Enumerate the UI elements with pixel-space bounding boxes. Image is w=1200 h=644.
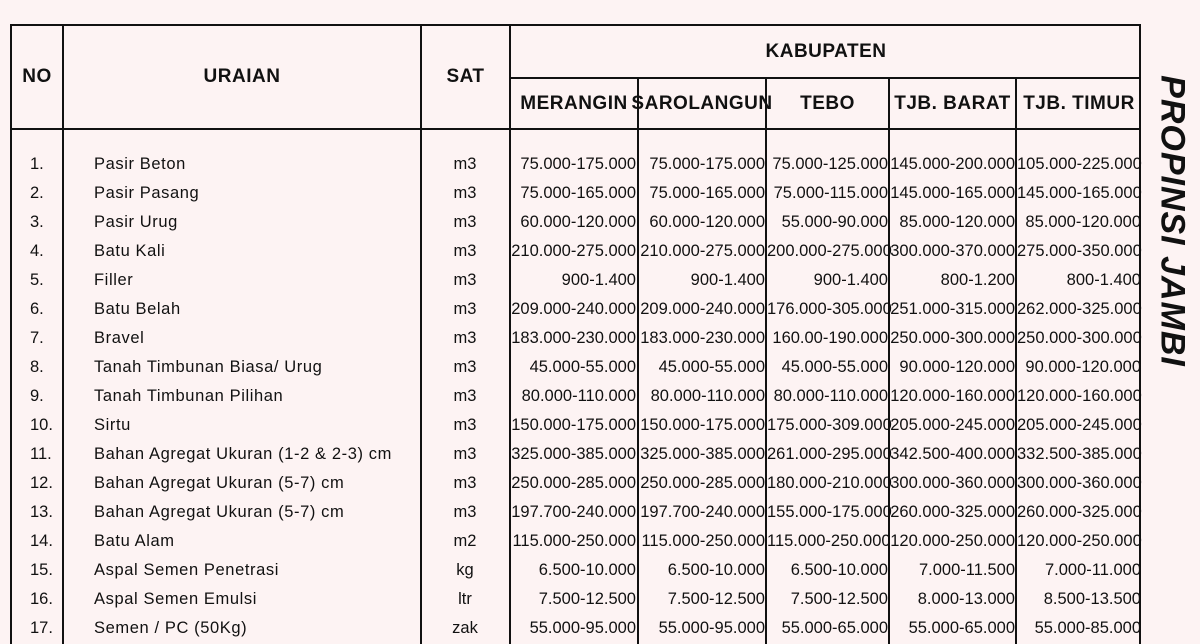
value-tjb-timur: 800-1.400 [1066,271,1141,289]
header-uraian: URAIAN [203,66,281,87]
value-sarolangun: 75.000-165.000 [649,184,765,202]
row-no: 6. [30,300,44,318]
value-merangin: 197.700-240.000 [511,503,636,521]
value-sarolangun: 6.500-10.000 [667,561,765,579]
row-uraian: Semen / PC (50Kg) [94,619,248,637]
value-tjb-barat: 250.000-300.000 [890,329,1015,347]
value-tebo: 160.00-190.000 [772,329,888,347]
value-sarolangun: 209.000-240.000 [640,300,765,318]
value-merangin: 250.000-285.000 [511,474,636,492]
table-row [12,527,1142,556]
value-sarolangun: 210.000-275.000 [640,242,765,260]
row-no: 1. [30,155,44,173]
row-sat: m3 [453,213,477,231]
table-row [12,440,1142,469]
row-uraian: Pasir Beton [94,155,186,173]
row-sat: m3 [453,155,477,173]
table-row [12,469,1142,498]
value-tjb-timur: 90.000-120.000 [1025,358,1141,376]
row-uraian: Batu Kali [94,242,166,260]
row-sat: zak [452,619,478,637]
row-uraian: Aspal Semen Penetrasi [94,561,280,579]
value-tjb-timur: 85.000-120.000 [1025,213,1141,231]
value-tebo: 75.000-115.000 [773,184,888,202]
value-tjb-barat: 205.000-245.000 [890,416,1015,434]
row-no: 10. [30,416,53,434]
table-row [12,150,1142,179]
value-merangin: 210.000-275.000 [511,242,636,260]
value-tebo: 75.000-125.000 [772,155,888,173]
value-tebo: 80.000-110.000 [773,387,888,405]
header-no: NO [22,66,52,87]
value-tjb-barat: 7.000-11.500 [918,561,1015,579]
value-tjb-barat: 120.000-250.000 [890,532,1015,550]
value-tjb-barat: 251.000-315.000 [890,300,1015,318]
row-no: 9. [30,387,44,405]
row-uraian: Sirtu [94,416,131,434]
table-row [12,585,1139,614]
value-sarolangun: 115.000-250.000 [641,532,765,550]
row-sat: m3 [453,416,477,434]
row-no: 16. [30,590,53,608]
value-tjb-barat: 800-1.200 [940,271,1015,289]
row-sat: m3 [453,445,477,463]
value-tjb-timur: 205.000-245.000 [1017,416,1142,434]
value-sarolangun: 80.000-110.000 [650,387,765,405]
value-sarolangun: 75.000-175.000 [649,155,765,173]
header-sarolangun: SAROLANGUN [631,92,773,114]
value-tebo: 176.000-305.000 [767,300,892,318]
value-sarolangun: 900-1.400 [690,271,765,289]
value-sarolangun: 183.000-230.000 [640,329,765,347]
row-no: 13. [30,503,53,521]
row-uraian: Pasir Urug [94,213,178,231]
header-merangin: MERANGIN [520,92,628,114]
row-sat: kg [456,561,474,579]
value-tjb-timur: 120.000-250.000 [1017,532,1142,550]
row-no: 7. [30,329,44,347]
value-tebo: 261.000-295.000 [767,445,892,463]
value-tjb-barat: 85.000-120.000 [899,213,1015,231]
table-row [12,353,1139,382]
value-tebo: 200.000-275.000 [767,242,892,260]
price-table [10,24,1141,644]
value-merangin: 325.000-385.000 [511,445,636,463]
row-uraian: Batu Belah [94,300,181,318]
value-sarolangun: 150.000-175.000 [640,416,765,434]
row-sat: m3 [453,329,477,347]
value-merangin: 75.000-175.000 [520,155,636,173]
row-no: 14. [30,532,53,550]
value-tjb-timur: 275.000-350.000 [1017,242,1142,260]
row-uraian: Tanah Timbunan Pilihan [94,387,284,405]
header-tjb-timur: TJB. TIMUR [1023,92,1135,114]
value-sarolangun: 325.000-385.000 [640,445,765,463]
value-tjb-barat: 300.000-360.000 [890,474,1015,492]
value-tjb-barat: 90.000-120.000 [899,358,1015,376]
value-merangin: 45.000-55.000 [529,358,636,376]
value-merangin: 6.500-10.000 [538,561,636,579]
value-tebo: 175.000-309.000 [767,416,892,434]
header-bottom-line [12,128,1139,130]
value-merangin: 209.000-240.000 [511,300,636,318]
row-no: 8. [30,358,44,376]
header-sat: SAT [446,66,485,87]
value-tebo: 900-1.400 [813,271,888,289]
row-uraian: Bahan Agregat Ukuran (5-7) cm [94,474,345,492]
value-tjb-timur: 105.000-225.000 [1017,155,1142,173]
value-merangin: 55.000-95.000 [529,619,636,637]
row-no: 5. [30,271,44,289]
value-merangin: 7.500-12.500 [538,590,636,608]
row-no: 15. [30,561,53,579]
table-row [12,498,1142,527]
row-no: 3. [30,213,44,231]
row-sat: m3 [453,358,477,376]
row-uraian: Bravel [94,329,145,347]
row-no: 17. [30,619,53,637]
row-sat: m3 [453,503,477,521]
value-tjb-barat: 145.000-200.000 [890,155,1015,173]
row-sat: m3 [453,300,477,318]
value-tjb-timur: 55.000-85.000 [1034,619,1141,637]
value-tjb-barat: 120.000-160.000 [890,387,1015,405]
row-sat: m3 [453,184,477,202]
province-title-text: PROPINSI JAMBI [1153,75,1192,367]
header-tjb-barat: TJB. BARAT [894,92,1011,114]
value-tjb-barat: 300.000-370.000 [890,242,1015,260]
header-kabupaten: KABUPATEN [765,40,887,62]
value-tjb-timur: 120.000-160.000 [1017,387,1142,405]
value-tebo: 6.500-10.000 [790,561,888,579]
value-merangin: 150.000-175.000 [511,416,636,434]
value-tjb-timur: 332.500-385.000 [1017,445,1142,463]
value-tjb-barat: 8.000-13.000 [917,590,1015,608]
value-tebo: 45.000-55.000 [781,358,888,376]
row-sat: m3 [453,242,477,260]
value-merangin: 183.000-230.000 [511,329,636,347]
row-uraian: Tanah Timbunan Biasa/ Urug [94,358,323,376]
value-tjb-timur: 262.000-325.000 [1017,300,1142,318]
table-row [12,614,1139,643]
value-tjb-timur: 7.000-11.000 [1044,561,1141,579]
table-row [12,411,1142,440]
value-tjb-timur: 250.000-300.000 [1017,329,1142,347]
row-uraian: Bahan Agregat Ukuran (5-7) cm [94,503,345,521]
row-sat: m2 [453,532,477,550]
row-no: 11. [30,445,52,463]
value-tebo: 7.500-12.500 [790,590,888,608]
row-sat: m3 [453,271,477,289]
value-sarolangun: 197.700-240.000 [640,503,765,521]
value-tebo: 155.000-175.000 [767,503,892,521]
province-side-title [1144,26,1200,416]
row-sat: ltr [458,590,472,608]
row-sat: m3 [453,387,477,405]
table-row [12,324,1142,353]
table-row [12,556,1139,585]
value-merangin: 115.000-250.000 [512,532,636,550]
value-tebo: 55.000-65.000 [781,619,888,637]
value-tjb-barat: 342.500-400.000 [890,445,1015,463]
value-merangin: 75.000-165.000 [520,184,636,202]
value-tebo: 55.000-90.000 [781,213,888,231]
value-merangin: 900-1.400 [561,271,636,289]
table-row [12,208,1139,237]
row-uraian: Pasir Pasang [94,184,200,202]
row-uraian: Aspal Semen Emulsi [94,590,258,608]
table-row [12,266,1139,295]
value-tebo: 180.000-210.000 [767,474,892,492]
row-uraian: Batu Alam [94,532,175,550]
value-sarolangun: 250.000-285.000 [640,474,765,492]
value-sarolangun: 7.500-12.500 [667,590,765,608]
value-sarolangun: 55.000-95.000 [658,619,765,637]
value-tjb-timur: 300.000-360.000 [1017,474,1142,492]
header-tebo: TEBO [800,92,855,114]
value-merangin: 80.000-110.000 [521,387,636,405]
table-row [12,179,1142,208]
row-uraian: Bahan Agregat Ukuran (1-2 & 2-3) cm [94,445,392,463]
value-tjb-barat: 145.000-165.000 [890,184,1015,202]
row-uraian: Filler [94,271,134,289]
table-row [12,382,1142,411]
value-sarolangun: 60.000-120.000 [649,213,765,231]
table-row [12,237,1142,266]
value-tebo: 115.000-250.000 [767,532,891,550]
value-tjb-barat: 260.000-325.000 [890,503,1015,521]
row-no: 12. [30,474,53,492]
value-tjb-barat: 55.000-65.000 [908,619,1015,637]
value-tjb-timur: 260.000-325.000 [1017,503,1142,521]
row-no: 2. [30,184,44,202]
row-sat: m3 [453,474,477,492]
value-tjb-timur: 8.500-13.500 [1043,590,1141,608]
value-tjb-timur: 145.000-165.000 [1017,184,1142,202]
value-sarolangun: 45.000-55.000 [658,358,765,376]
value-merangin: 60.000-120.000 [520,213,636,231]
row-no: 4. [30,242,44,260]
table-row [12,295,1142,324]
